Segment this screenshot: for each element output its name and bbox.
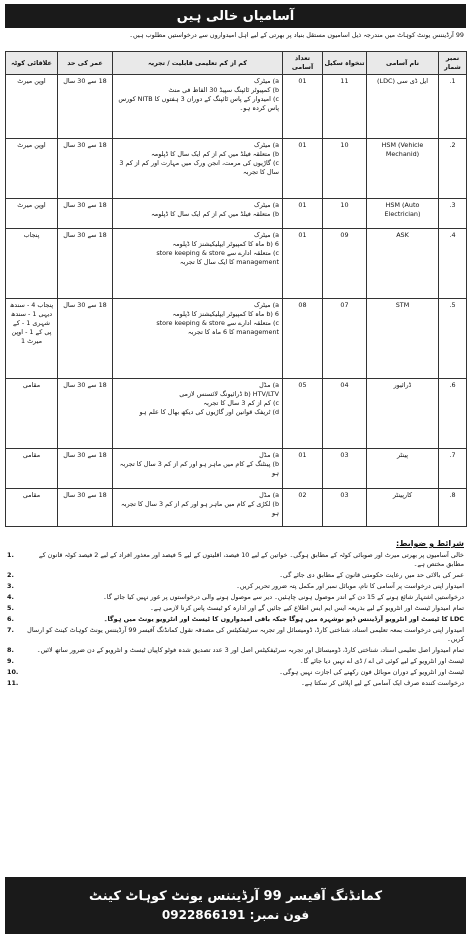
condition-item — [5, 645, 466, 656]
quota-cell: مقامی — [6, 379, 58, 449]
condition-text: عمر کی بالائی حد میں رعایت حکومتی قانون کے مطابق دی جائے گی۔ — [279, 571, 464, 579]
age-cell: 18 سے 30 سال — [58, 449, 113, 489]
post-cell: ASK — [367, 229, 439, 299]
header-serial: نمبر شمار — [439, 52, 467, 75]
scale-cell: 03 — [323, 489, 367, 527]
qualification-line: b) HTV/LTV ڈرائیونگ لائسنس لازمی — [179, 390, 279, 398]
qualification-cell — [113, 139, 283, 199]
condition-item — [5, 678, 466, 689]
table-row — [6, 449, 467, 489]
qualification-line: a) مڈل — [259, 451, 279, 459]
age-cell: 18 سے 30 سال — [58, 489, 113, 527]
qualification-cell — [113, 299, 283, 379]
count-cell: 01 — [283, 139, 323, 199]
header-age: عمر کی حد — [58, 52, 113, 75]
serial-cell: 2. — [439, 139, 467, 199]
table-row — [6, 139, 467, 199]
count-cell: 01 — [283, 199, 323, 229]
count-cell: 01 — [283, 75, 323, 139]
count-cell: 02 — [283, 489, 323, 527]
post-cell: کارپینٹر — [367, 489, 439, 527]
quota-cell: مقامی — [6, 449, 58, 489]
condition-number: 11. — [7, 679, 19, 687]
qualification-line: a) مڈل — [259, 381, 279, 389]
qualification-line: b) 6 ماہ کا کمپیوٹر ایپلیکیشنز کا ڈپلومہ — [172, 240, 279, 248]
scale-cell: 04 — [323, 379, 367, 449]
scale-cell: 10 — [323, 199, 367, 229]
table-row — [6, 299, 467, 379]
post-cell: ایل ڈی سی (LDC) — [367, 75, 439, 139]
serial-cell: 7. — [439, 449, 467, 489]
quota-cell: اوپن میرٹ — [6, 199, 58, 229]
condition-text: درخواست کنندہ صرف ایک آسامی کے لیے اپلائی کر سکتا ہے۔ — [300, 679, 464, 687]
qualification-line: c) گاڑیوں کی مرمت، انجن ورک میں مہارت اور کم از کم 3 سال کا تجربہ — [119, 159, 279, 176]
condition-item — [5, 581, 466, 592]
table-header-row — [6, 52, 467, 75]
age-cell: 18 سے 30 سال — [58, 229, 113, 299]
quota-cell: اوپن میرٹ — [6, 75, 58, 139]
serial-cell: 4. — [439, 229, 467, 299]
count-cell: 08 — [283, 299, 323, 379]
qualification-line: c) متعلقہ ادارے سے store keeping & store management کا ایک سال کا تجربہ — [156, 249, 279, 266]
count-cell: 01 — [283, 229, 323, 299]
condition-item — [5, 550, 466, 570]
condition-number: 2. — [7, 571, 14, 579]
table-row — [6, 229, 467, 299]
condition-number: 5. — [7, 604, 14, 612]
condition-item — [5, 603, 466, 614]
serial-cell: 1. — [439, 75, 467, 139]
condition-item — [5, 614, 466, 625]
condition-text: درخواستیں اشتہار شائع ہونے کے 15 دن کے اندر موصول ہونی چاہئیں۔ دیر سے موصول ہونے والی درخواستوں پر غور نہیں کیا جائے گا۔ — [103, 593, 464, 601]
footer-office: کمانڈنگ آفیسر 99 آرڈیننس یونٹ کوہاٹ کینٹ — [88, 889, 383, 904]
header-post: نام آسامی — [367, 52, 439, 75]
table-row — [6, 489, 467, 527]
condition-item — [5, 592, 466, 603]
qualification-line: b) پینٹنگ کے کام میں ماہر ہو اور کم از کم 3 سال کا تجربہ ہو — [119, 460, 279, 477]
quota-cell: پنجاب — [6, 229, 58, 299]
condition-number: 8. — [7, 646, 14, 654]
qualification-line: b) متعلقہ فیلڈ میں کم از کم ایک سال کا ڈپلومہ — [151, 150, 279, 158]
condition-text: امیدوار اپنی درخواست پر آسامی کا نام، موبائل نمبر اور مکمل پتہ ضرور تحریر کریں۔ — [236, 582, 464, 590]
condition-number: 7. — [7, 626, 14, 634]
condition-number: 1. — [7, 551, 14, 559]
post-cell: HSM (Auto Electrician) — [367, 199, 439, 229]
qualification-cell — [113, 229, 283, 299]
jobs-table — [5, 51, 467, 527]
footer-phone — [5, 908, 466, 922]
post-cell: پینٹر — [367, 449, 439, 489]
qualification-line: a) میٹرک — [254, 231, 279, 239]
quota-cell: اوپن میرٹ — [6, 139, 58, 199]
condition-text: خالی آسامیوں پر بھرتی میرٹ اور صوبائی کوٹہ کے مطابق ہوگی۔ خواتین کے لیے 10 فیصد، اقلیتوں کے لیے 5 فیصد اور معذور افراد کے لیے 2 فیصد کوٹہ قانون کے مطابق مختص ہے۔ — [38, 551, 464, 568]
banner-title: آسامیاں خالی ہیں — [5, 4, 466, 28]
condition-text: تمام امیدوار ٹیسٹ اور انٹرویو کے لیے بذریعہ ایس ایم ایس اطلاع کیے جائیں گے اور ادارہ کو ٹیسٹ پاس کرنا لازمی ہے۔ — [150, 604, 464, 612]
qualification-cell — [113, 449, 283, 489]
qualification-line: a) میٹرک — [254, 201, 279, 209]
qualification-line: a) میٹرک — [254, 301, 279, 309]
header-qualification: کم از کم تعلیمی قابلیت / تجربہ — [113, 52, 283, 75]
age-cell: 18 سے 30 سال — [58, 75, 113, 139]
quota-cell: پنجاب 4 - سندھ دیہی 1 - سندھ شہری 1 - کے پی کے 1 - اوپن میرٹ 1 — [6, 299, 58, 379]
header-quota: علاقائی کوٹہ — [6, 52, 58, 75]
serial-cell: 6. — [439, 379, 467, 449]
post-cell: STM — [367, 299, 439, 379]
qualification-line: c) کم از کم 3 سال کا تجربہ — [203, 399, 279, 407]
qualification-cell — [113, 199, 283, 229]
condition-number: 10. — [7, 668, 19, 676]
condition-text: ٹیسٹ اور انٹرویو کے دوران موبائل فون رکھنے کی اجازت نہیں ہوگی۔ — [279, 668, 464, 676]
condition-text: ٹیسٹ اور انٹرویو کے لیے کوئی ٹی اے / ڈی اے نہیں دیا جائے گا۔ — [299, 657, 464, 665]
post-cell: HSM (Vehicle Mechanid) — [367, 139, 439, 199]
qualification-line: b) لکڑی کے کام میں ماہر ہو اور کم از کم 3 سال کا تجربہ ہو — [120, 500, 279, 517]
qualification-line: b) متعلقہ فیلڈ میں کم از کم ایک سال کا ڈپلومہ — [151, 210, 279, 218]
qualification-line: b) 6 ماہ کا کمپیوٹر ایپلیکیشنز کا ڈپلومہ — [172, 310, 279, 318]
condition-item — [5, 656, 466, 667]
qualification-cell — [113, 379, 283, 449]
age-cell: 18 سے 30 سال — [58, 379, 113, 449]
condition-number: 4. — [7, 593, 14, 601]
age-cell: 18 سے 30 سال — [58, 139, 113, 199]
condition-item — [5, 570, 466, 581]
scale-cell: 11 — [323, 75, 367, 139]
condition-number: 3. — [7, 582, 14, 590]
qualification-line: d) ٹریفک قوانین اور گاڑیوں کی دیکھ بھال کا علم ہو — [139, 408, 279, 416]
header-count: تعداد آسامی — [283, 52, 323, 75]
phone-number: 0922866191 — [161, 908, 246, 922]
table-row — [6, 379, 467, 449]
qualification-cell — [113, 75, 283, 139]
age-cell: 18 سے 30 سال — [58, 299, 113, 379]
qualification-line: b) کمپیوٹر ٹائپنگ سپیڈ 30 الفاظ فی منٹ — [168, 86, 279, 94]
qualification-line: a) مڈل — [259, 491, 279, 499]
count-cell: 05 — [283, 379, 323, 449]
condition-item — [5, 667, 466, 678]
qualification-line: c) متعلقہ ادارے سے store keeping & store management کا 6 ماہ کا تجربہ — [156, 319, 279, 336]
condition-number: 6. — [7, 615, 14, 623]
phone-label: فون نمبر: — [249, 908, 310, 922]
quota-cell: مقامی — [6, 489, 58, 527]
qualification-line: a) میٹرک — [254, 141, 279, 149]
qualification-cell — [113, 489, 283, 527]
serial-cell: 5. — [439, 299, 467, 379]
serial-cell: 3. — [439, 199, 467, 229]
post-cell: ڈرائیور — [367, 379, 439, 449]
scale-cell: 10 — [323, 139, 367, 199]
condition-text: تمام امیدوار اصل تعلیمی اسناد، شناختی کارڈ، ڈومیسائل اور تجربہ سرٹیفکیٹس اصل اور 3 عدد تصدیق شدہ فوٹو کاپیاں ٹیسٹ و انٹرویو کے دن ضرور ساتھ لائیں۔ — [36, 646, 464, 654]
intro-text: 99 آرڈیننس یونٹ کوہاٹ میں مندرجہ ذیل اسامیوں مستقل بنیاد پر بھرتی کے لیے اہل امیدواروں سے درخواستیں مطلوب ہیں۔ — [129, 31, 464, 39]
count-cell: 01 — [283, 449, 323, 489]
scale-cell: 03 — [323, 449, 367, 489]
scale-cell: 09 — [323, 229, 367, 299]
condition-text: امیدوار اپنی درخواست بمعہ تعلیمی اسناد، شناختی کارڈ، ڈومیسائل اور تجربہ سرٹیفکیٹس کی مصدقہ نقول کمانڈنگ آفیسر 99 آرڈیننس یونٹ کوہاٹ کینٹ کو ارسال کریں۔ — [27, 626, 464, 643]
condition-text: LDC کا ٹیسٹ اور انٹرویو آرڈیننس ڈپو نوشہرہ میں ہوگا جبکہ باقی امیدواروں کا ٹیسٹ اور انٹرویو یونٹ میں ہوگا۔ — [103, 615, 464, 623]
table-row — [6, 75, 467, 139]
age-cell: 18 سے 30 سال — [58, 199, 113, 229]
conditions-title: شرائط و ضوابط: — [396, 539, 464, 548]
table-row — [6, 199, 467, 229]
qualification-line: c) امیدوار کے پاس ٹائپنگ کے دوران 3 ہفتوں کا NITB کورس پاس کردہ ہو۔ — [118, 95, 279, 112]
qualification-line: a) میٹرک — [254, 77, 279, 85]
condition-number: 9. — [7, 657, 14, 665]
header-scale: تنخواہ سکیل — [323, 52, 367, 75]
condition-item — [5, 625, 466, 645]
serial-cell: 8. — [439, 489, 467, 527]
scale-cell: 07 — [323, 299, 367, 379]
footer-contact — [5, 877, 466, 934]
conditions-list — [5, 550, 466, 689]
